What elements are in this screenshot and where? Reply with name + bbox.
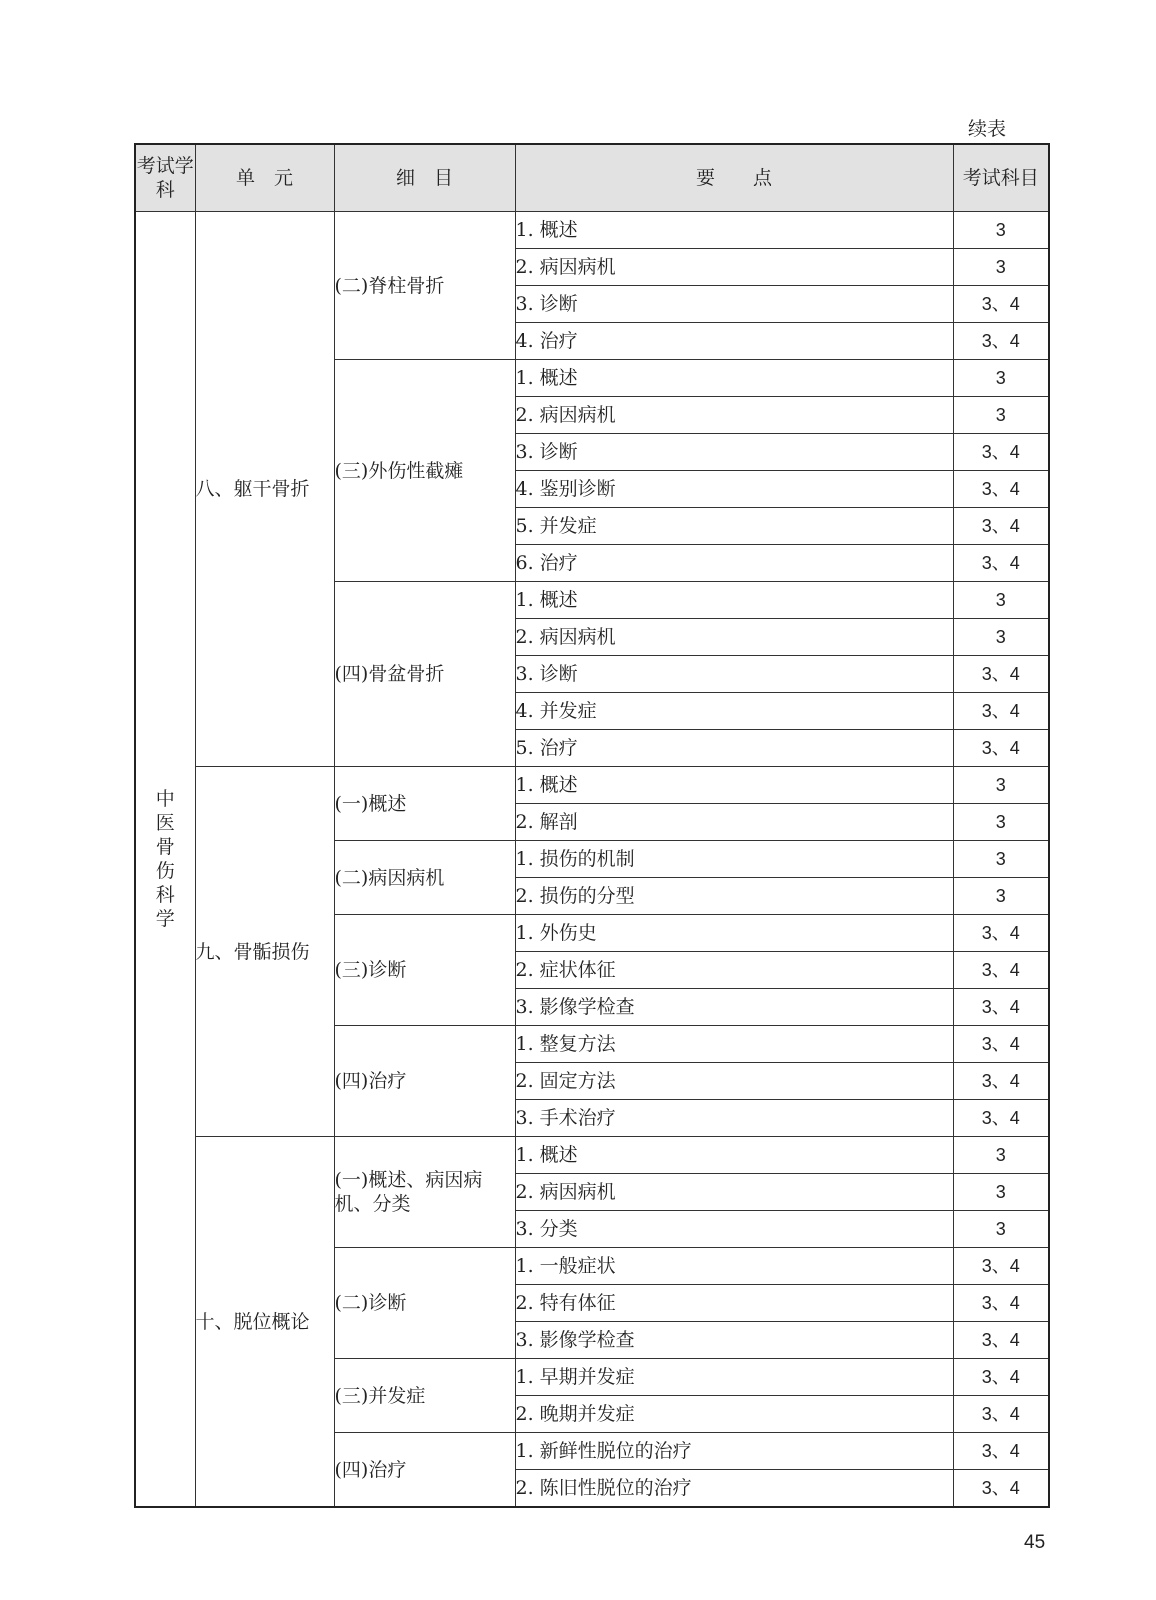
- exam-subject-cell: 3、4: [953, 471, 1049, 508]
- exam-subject-cell: 3: [953, 619, 1049, 656]
- unit-cell: 九、骨骺损伤: [195, 767, 334, 1137]
- point-cell: 5. 治疗: [515, 730, 953, 767]
- exam-subject-cell: 3、4: [953, 1100, 1049, 1137]
- point-cell: 1. 概述: [515, 582, 953, 619]
- item-cell: (一)概述、病因病机、分类: [334, 1137, 515, 1248]
- exam-subject-cell: 3、4: [953, 656, 1049, 693]
- exam-subject-cell: 3: [953, 1174, 1049, 1211]
- table-row: [135, 767, 1049, 804]
- exam-subject-cell: 3、4: [953, 508, 1049, 545]
- point-cell: 1. 概述: [515, 360, 953, 397]
- header-point: 要 点: [515, 144, 953, 212]
- exam-subject-cell: 3、4: [953, 434, 1049, 471]
- item-cell: (三)外伤性截瘫: [334, 360, 515, 582]
- table-row: [135, 212, 1049, 249]
- header-unit: 单 元: [195, 144, 334, 212]
- page-number: 45: [1024, 1532, 1046, 1553]
- point-cell: 2. 病因病机: [515, 249, 953, 286]
- point-cell: 4. 治疗: [515, 323, 953, 360]
- point-cell: 3. 手术治疗: [515, 1100, 953, 1137]
- exam-subject-cell: 3、4: [953, 286, 1049, 323]
- syllabus-table: [134, 143, 1050, 1508]
- unit-cell: 八、躯干骨折: [195, 212, 334, 767]
- point-cell: 1. 一般症状: [515, 1248, 953, 1285]
- exam-subject-cell: 3、4: [953, 545, 1049, 582]
- subject-name: 中医骨伤科学: [155, 788, 175, 930]
- point-cell: 3. 诊断: [515, 286, 953, 323]
- point-cell: 1. 概述: [515, 212, 953, 249]
- item-cell: (二)病因病机: [334, 841, 515, 915]
- item-cell: (三)诊断: [334, 915, 515, 1026]
- item-cell: (四)治疗: [334, 1433, 515, 1508]
- exam-subject-cell: 3、4: [953, 1470, 1049, 1508]
- header-item: 细 目: [334, 144, 515, 212]
- exam-subject-cell: 3: [953, 1211, 1049, 1248]
- point-cell: 1. 损伤的机制: [515, 841, 953, 878]
- point-cell: 2. 损伤的分型: [515, 878, 953, 915]
- exam-subject-cell: 3: [953, 841, 1049, 878]
- item-cell: (四)骨盆骨折: [334, 582, 515, 767]
- exam-subject-cell: 3、4: [953, 915, 1049, 952]
- exam-subject-cell: 3、4: [953, 989, 1049, 1026]
- exam-subject-cell: 3: [953, 878, 1049, 915]
- exam-subject-cell: 3: [953, 212, 1049, 249]
- point-cell: 2. 病因病机: [515, 619, 953, 656]
- point-cell: 2. 解剖: [515, 804, 953, 841]
- point-cell: 1. 早期并发症: [515, 1359, 953, 1396]
- point-cell: 2. 陈旧性脱位的治疗: [515, 1470, 953, 1508]
- exam-subject-cell: 3、4: [953, 693, 1049, 730]
- exam-subject-cell: 3: [953, 582, 1049, 619]
- exam-subject-cell: 3: [953, 360, 1049, 397]
- point-cell: 4. 鉴别诊断: [515, 471, 953, 508]
- continued-table-note: 续表: [968, 118, 1007, 140]
- exam-subject-cell: 3: [953, 804, 1049, 841]
- exam-subject-cell: 3、4: [953, 1285, 1049, 1322]
- point-cell: 4. 并发症: [515, 693, 953, 730]
- unit-cell: 十、脱位概论: [195, 1137, 334, 1508]
- subject-cell: [135, 212, 195, 1508]
- point-cell: 2. 晚期并发症: [515, 1396, 953, 1433]
- point-cell: 5. 并发症: [515, 508, 953, 545]
- point-cell: 3. 分类: [515, 1211, 953, 1248]
- exam-subject-cell: 3: [953, 1137, 1049, 1174]
- item-cell: (二)诊断: [334, 1248, 515, 1359]
- point-cell: 3. 诊断: [515, 656, 953, 693]
- exam-subject-cell: 3、4: [953, 1026, 1049, 1063]
- exam-subject-cell: 3、4: [953, 952, 1049, 989]
- point-cell: 3. 影像学检查: [515, 1322, 953, 1359]
- point-cell: 2. 病因病机: [515, 397, 953, 434]
- point-cell: 2. 特有体征: [515, 1285, 953, 1322]
- point-cell: 1. 外伤史: [515, 915, 953, 952]
- table-header-row: [135, 144, 1049, 212]
- exam-subject-cell: 3、4: [953, 730, 1049, 767]
- header-subject: 考试学科: [135, 144, 195, 212]
- exam-subject-cell: 3、4: [953, 1359, 1049, 1396]
- exam-subject-cell: 3、4: [953, 1396, 1049, 1433]
- table-row: [135, 1137, 1049, 1174]
- exam-subject-cell: 3: [953, 767, 1049, 804]
- header-exam-subject: 考试科目: [953, 144, 1049, 212]
- table-body: [135, 212, 1049, 1508]
- point-cell: 6. 治疗: [515, 545, 953, 582]
- exam-subject-cell: 3、4: [953, 1063, 1049, 1100]
- exam-subject-cell: 3、4: [953, 1433, 1049, 1470]
- point-cell: 2. 病因病机: [515, 1174, 953, 1211]
- point-cell: 3. 诊断: [515, 434, 953, 471]
- point-cell: 1. 整复方法: [515, 1026, 953, 1063]
- exam-subject-cell: 3、4: [953, 323, 1049, 360]
- exam-subject-cell: 3、4: [953, 1248, 1049, 1285]
- point-cell: 2. 症状体征: [515, 952, 953, 989]
- item-cell: (一)概述: [334, 767, 515, 841]
- exam-subject-cell: 3: [953, 249, 1049, 286]
- point-cell: 1. 概述: [515, 767, 953, 804]
- item-cell: (四)治疗: [334, 1026, 515, 1137]
- point-cell: 2. 固定方法: [515, 1063, 953, 1100]
- item-cell: (二)脊柱骨折: [334, 212, 515, 360]
- point-cell: 1. 新鲜性脱位的治疗: [515, 1433, 953, 1470]
- exam-subject-cell: 3: [953, 397, 1049, 434]
- item-cell: (三)并发症: [334, 1359, 515, 1433]
- point-cell: 1. 概述: [515, 1137, 953, 1174]
- point-cell: 3. 影像学检查: [515, 989, 953, 1026]
- exam-subject-cell: 3、4: [953, 1322, 1049, 1359]
